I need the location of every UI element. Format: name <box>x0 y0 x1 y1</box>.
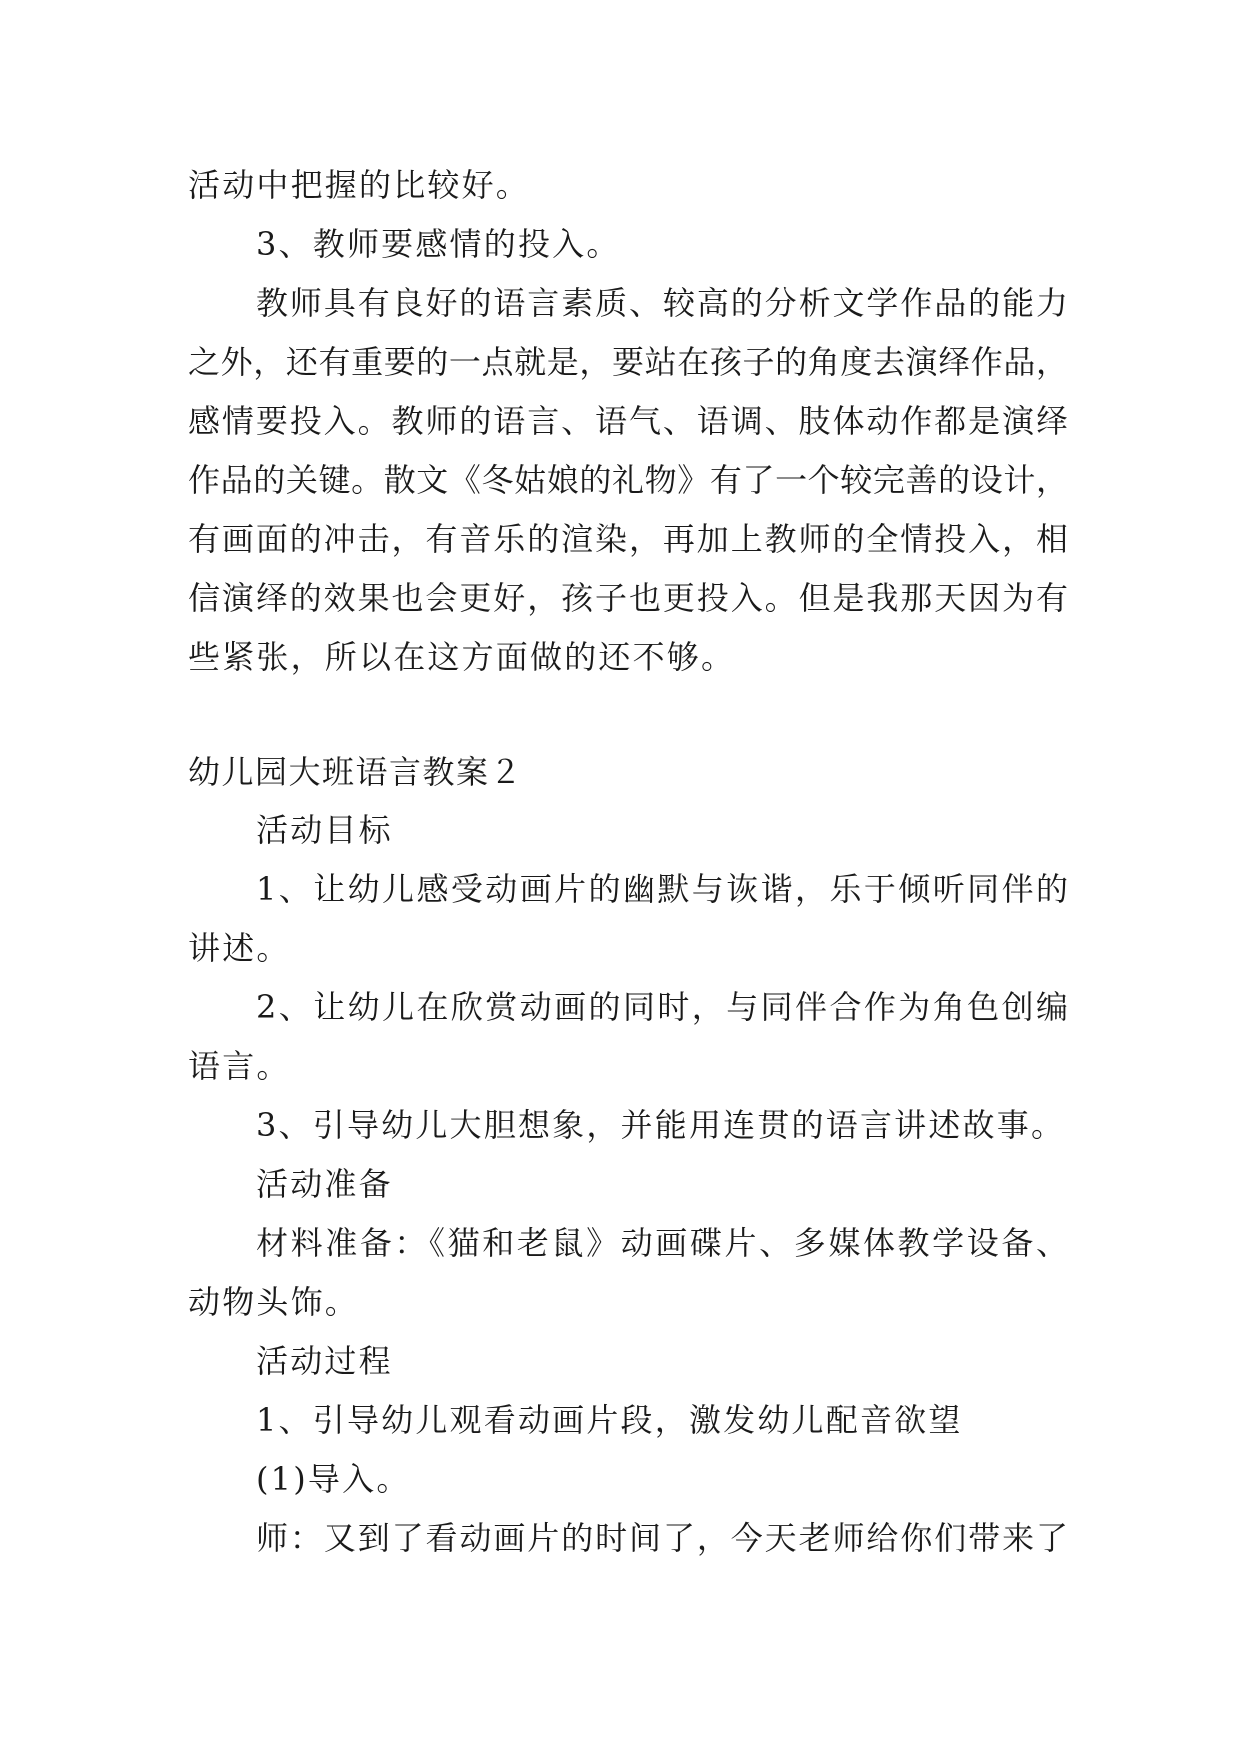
list-item: 1、引导幼儿观看动画片段，激发幼儿配音欲望 <box>256 1401 963 1439</box>
body-text-line: 感情要投入。教师的语言、语气、语调、肢体动作都是演绎 <box>188 402 1068 440</box>
list-item: 3、教师要感情的投入。 <box>256 225 621 263</box>
body-text-line: 作品的关键。散文《冬姑娘的礼物》有了一个较完善的设计， <box>188 461 1068 499</box>
list-item: 2、让幼儿在欣赏动画的同时，与同伴合作为角色创编 <box>256 988 1068 1026</box>
body-text-line: 活动中把握的比较好。 <box>188 166 531 204</box>
body-text-line: 动物头饰。 <box>188 1283 360 1321</box>
subheading: 活动过程 <box>256 1342 393 1380</box>
list-item: (1)导入。 <box>256 1460 411 1498</box>
body-text-line: 教师具有良好的语言素质、较高的分析文学作品的能力 <box>256 284 1068 322</box>
subheading: 活动准备 <box>256 1165 393 1203</box>
body-text-line: 些紧张，所以在这方面做的还不够。 <box>188 638 736 676</box>
subheading: 活动目标 <box>256 811 393 849</box>
body-text-line: 信演绎的效果也会更好，孩子也更投入。但是我那天因为有 <box>188 579 1068 617</box>
section-title: 幼儿园大班语言教案２ <box>188 753 524 791</box>
body-text-line: 有画面的冲击，有音乐的渲染，再加上教师的全情投入，相 <box>188 520 1068 558</box>
body-text-line: 师：又到了看动画片的时间了，今天老师给你们带来了 <box>256 1519 1068 1557</box>
body-text-line: 讲述。 <box>188 929 291 967</box>
body-text-line: 材料准备：《猫和老鼠》动画碟片、多媒体教学设备、 <box>256 1224 1068 1262</box>
body-text-line: 之外，还有重要的一点就是，要站在孩子的角度去演绎作品， <box>188 343 1068 381</box>
body-text-line: 语言。 <box>188 1047 291 1085</box>
list-item: 1、让幼儿感受动画片的幽默与诙谐，乐于倾听同伴的 <box>256 870 1068 908</box>
list-item: 3、引导幼儿大胆想象，并能用连贯的语言讲述故事。 <box>256 1106 1066 1144</box>
